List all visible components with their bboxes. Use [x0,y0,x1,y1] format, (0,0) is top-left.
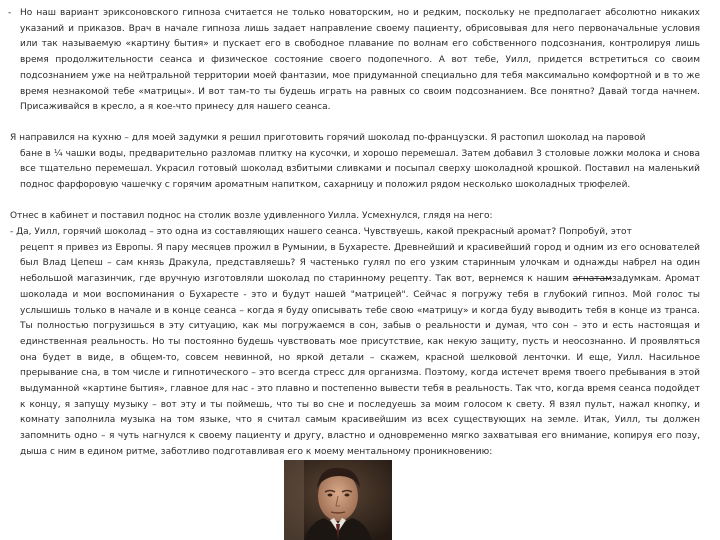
list-dash: - [8,8,12,18]
paragraph-intro [8,6,700,116]
dialogue-text-before: рецепт я привез из Европы. Я пару месяцев прожил в Румынии, в Бухаресте. Древнейший и красивейший город и одним из его основателей был Влад Цепеш – сам князь Дракула, представляешь? Я частенько гулял по его узким старинным улочкам и однажды набрел на один небольшой магазинчик, где вручную изготовляли шоколад по старинному рецепту. Так вот, вернемся к нашим [20,242,700,285]
paragraph-dialogue-body [10,241,700,461]
paragraph-kitchen [10,131,700,194]
portrait-illustration [284,460,392,540]
paragraph-dialogue [10,225,700,461]
paragraph-office-text: Отнес в кабинет и поставил поднос на столик возле удивленного Уилла. Усмехнулся, глядя на него: [10,211,493,221]
portrait-photo [284,460,392,540]
paragraph-kitchen-rest: бане в ¼ чашки воды, предварительно разломав плитку на кусочки, и хорошо перемешал. Затем добавил 3 столовые ложки молока и снова все тщательно перемешал. Украсил готовый шоколад взбитыми сливками и посыпал сверху шоколадной крошкой. Поставил на маленький поднос фарфоровую чашечку с горячим ароматным напитком, сахарницу и положил рядом несколько шоколадных трюфелей. [20,148,700,191]
paragraph-dialogue-first-line: - Да, Уилл, горячий шоколад – это одна из составляющих нашего сеанса. Чувствуешь, какой прекрасный аромат? Попробуй, этот [10,227,632,237]
struck-word: агнатам [572,274,612,285]
paragraph-office [10,209,700,225]
paragraph-intro-text: Но наш вариант эриксоновского гипноза считается не только новаторским, но и редким, поскольку не предполагает абсолютно никаких указаний и приказов. Врач в начале гипноза лишь задает направление своему пациенту, обрисовывая для него первоначальные условия или так называемую «картину бытия» и пускает его в свободное плавание по волнам его собственного подсознания, контролируя лишь время продолжительности сеанса и физическое состояние своего подопечного. А вот тебе, Уилл, придется встретиться со своим подсознанием уже на нейтральной территории моей фантазии, мое придуманной специально для тебя максимально комфортной и в то же время незнакомой тебе «матрицы». И вот там-то ты будешь играть на равных со своим подсознанием. Все понятно? Давай тогда начнем. Присаживайся в кресло, а я кое-что принесу для нашего сеанса. [20,8,700,113]
paragraph-kitchen-first-line: Я направился на кухню – для моей задумки я решил приготовить горячий шоколад по-французски. Я растопил шоколад на паровой [10,133,646,143]
dialogue-text-after: задумкам. Аромат шоколада и мои воспоминания о Бухаресте - это и будут нашей "матрицей". Сейчас я погружу тебя в глубокий гипноз. Мой голос ты услышишь только в начале и в конце сеанса – когда я буду описывать тебе свою «матрицу» и когда буду выводить тебя в конце из транса. Ты полностью погрузишься в эту ситуацию, как мы погружаемся в сон, забыв о реальности и думая, что сон – это и есть настоящая и единственная реальность. Но ты постоянно будешь чувствовать мое присутствие, как некую защиту, пусть и неосознанно. И проявляться она будет в виде, в общем-то, совсем невинной, но яркой детали – скажем, красной шелковой ленточки. И еще, Уилл. Насильное прерывание сна, в том числе и гипнотического – это всегда стресс для организма. Поэтому, когда истечет время твоего пребывания в этой выдуманной «картине бытия», главное для нас - это плавно и постепенно вывести тебя в реальность. Так что, когда время сеанса подойдет к концу, я запущу музыку – вот эту и ты поймешь, что ты во сне и последуешь за моим голосом к свету. Я взял пульт, нажал кнопку, и комнату заполнила музыка на том языке, что я считал самым красивейшим из всех существующих на земле. Итак, Уилл, ты должен запомнить одно – я чуть нагнулся к своему пациенту и другу, властно и одновременно мягко захватывая его внимание, копируя его позу, дыша с ним в едином ритме, заботливо подготавливая его к моему ментальному проникновению: [20,274,700,457]
